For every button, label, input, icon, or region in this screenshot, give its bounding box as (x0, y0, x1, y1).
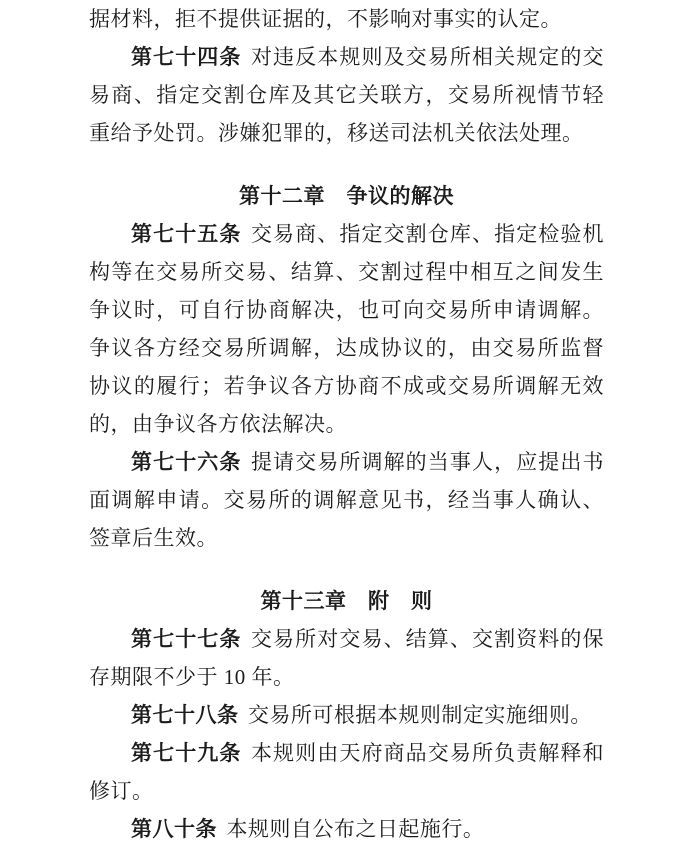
article-74-number: 第七十四条 (131, 45, 242, 69)
article-74-paragraph (89, 38, 604, 152)
article-76-number: 第七十六条 (131, 450, 242, 474)
article-79-number: 第七十九条 (131, 741, 242, 765)
article-79-paragraph (89, 734, 604, 810)
article-80-paragraph (89, 810, 604, 848)
article-75-text: 交易商、指定交割仓库、指定检验机构等在交易所交易、结算、交割过程中相互之间发生争议时，可自行协商解决，也可向交易所申请调解。争议各方经交易所调解，达成协议的，由交易所监督协议的履行；若争议各方协商不成或交易所调解无效的，由争议各方依法解决。 (89, 222, 604, 436)
article-78-text: 交易所可根据本规则制定实施细则。 (247, 703, 592, 727)
article-80-text: 本规则自公布之日起施行。 (226, 817, 485, 841)
article-77-text: 交易所对交易、结算、交割资料的保存期限不少于 10 年。 (89, 627, 604, 689)
article-80-number: 第八十条 (131, 817, 217, 841)
chapter-12-heading: 第十二章 争议的解决 (239, 184, 454, 208)
article-75-paragraph (89, 215, 604, 443)
article-78-paragraph (89, 696, 604, 734)
chapter-13-heading: 第十三章 附 则 (260, 589, 433, 613)
article-78-number: 第七十八条 (131, 703, 239, 727)
article-76-paragraph (89, 443, 604, 557)
article-77-number: 第七十七条 (131, 627, 242, 651)
paragraph-continuation: 据材料，拒不提供证据的，不影响对事实的认定。 (89, 7, 562, 31)
article-77-paragraph (89, 620, 604, 696)
article-74-text: 对违反本规则及交易所相关规定的交易商、指定交割仓库及其它关联方，交易所视情节轻重给予处罚。涉嫌犯罪的，移送司法机关依法处理。 (89, 45, 604, 145)
article-75-number: 第七十五条 (131, 222, 242, 246)
article-79-text: 本规则由天府商品交易所负责解释和修订。 (89, 741, 604, 803)
article-76-text: 提请交易所调解的当事人，应提出书面调解申请。交易所的调解意见书，经当事人确认、签章后生效。 (89, 450, 604, 550)
